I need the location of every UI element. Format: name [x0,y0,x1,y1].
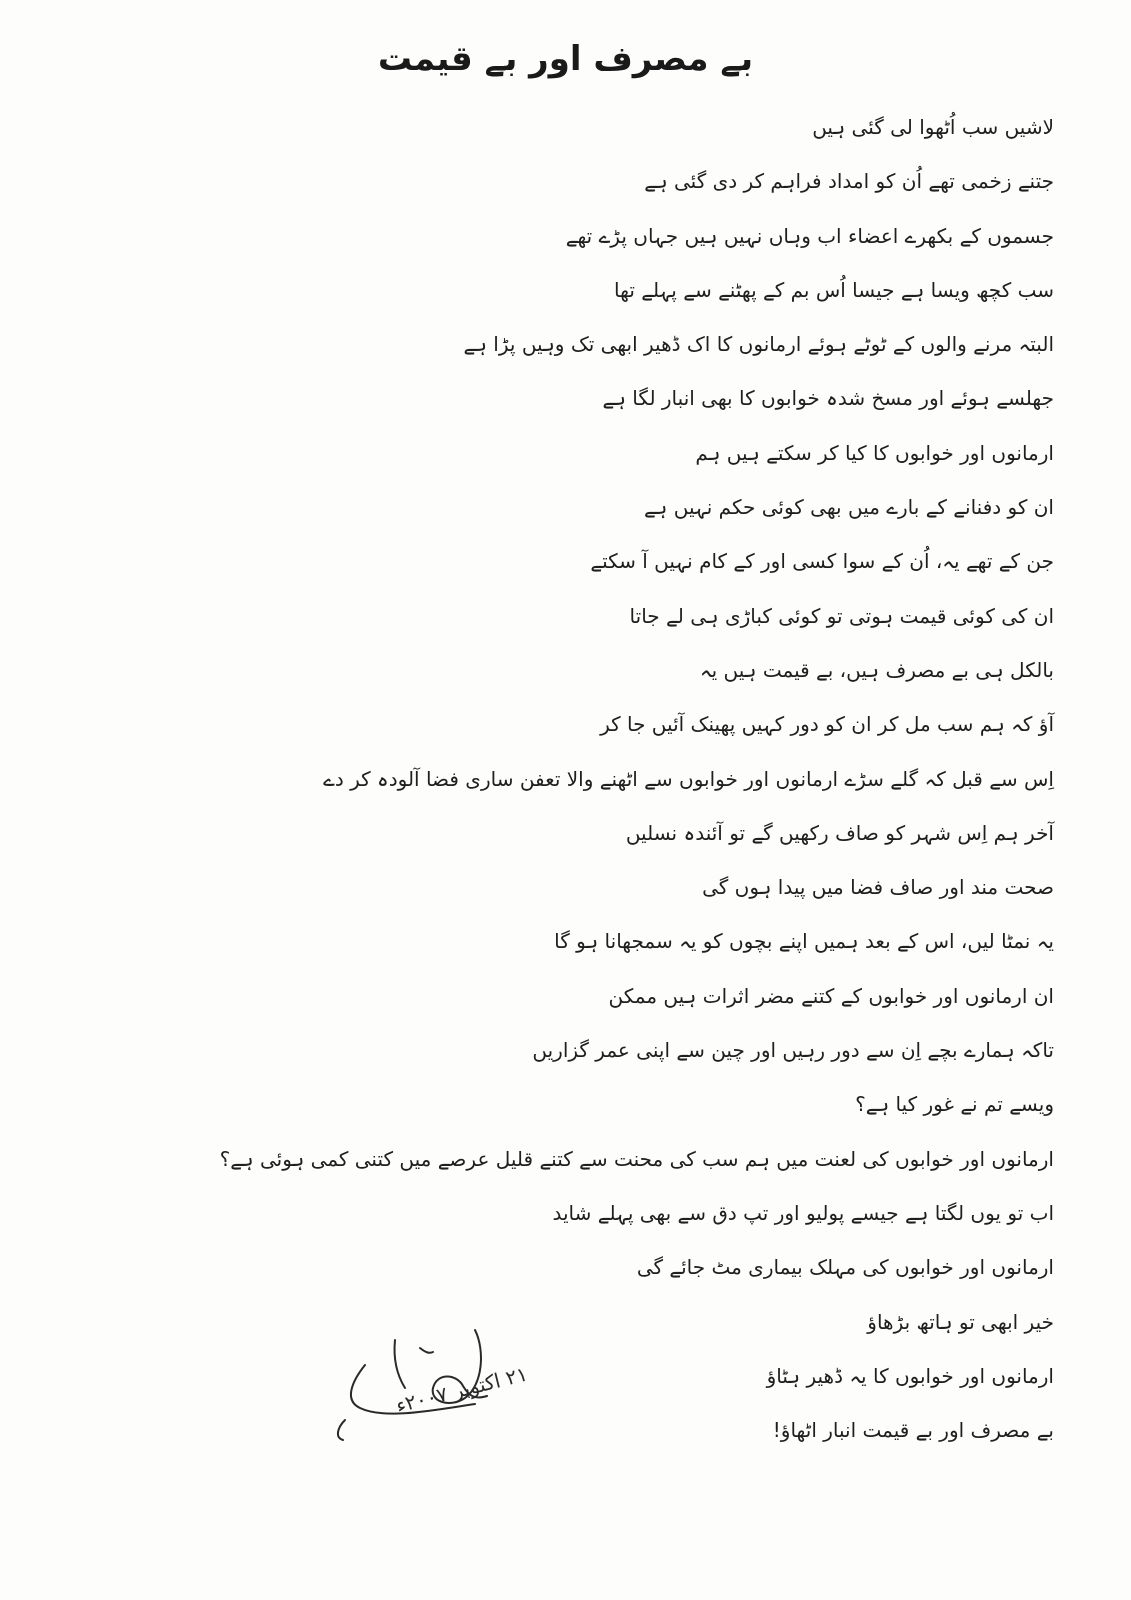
poem-line: اِس سے قبل کہ گلے سڑے ارمانوں اور خوابوں سے اٹھنے والا تعفن ساری فضا آلودہ کر دے [323,766,1054,791]
poem-line: جھلسے ہوئے اور مسخ شدہ خوابوں کا بھی انبار لگا ہے [602,386,1054,411]
poem-line: ارمانوں اور خوابوں کی لعنت میں ہم سب کی محنت سے کتنے قلیل عرصے میں کتنی کمی ہوئی ہے؟ [219,1146,1054,1171]
poem-line: بے مصرف اور بے قیمت انبار اٹھاؤ! [772,1418,1054,1443]
signature-date: ۲۱ اکتوبر ۲۰۰۷ء [393,1361,530,1418]
poem-line: صحت مند اور صاف فضا میں پیدا ہوں گی [702,875,1054,900]
poem-lines [219,100,1054,1457]
poem-line: تاکہ ہمارے بچے اِن سے دور رہیں اور چین سے اپنی عمر گزاریں [532,1038,1054,1063]
poem-line: لاشیں سب اُٹھوا لی گئی ہیں [812,115,1054,139]
poem-line: سب کچھ ویسا ہے جیسا اُس بم کے پھٹنے سے پہلے تھا [614,277,1054,302]
poem-line: جن کے تھے یہ، اُن کے سوا کسی اور کے کام نہیں آ سکتے [590,549,1054,574]
poem-line: یہ نمٹا لیں، اس کے بعد ہمیں اپنے بچوں کو یہ سمجھانا ہو گا [554,929,1054,954]
poem-line: آؤ کہ ہم سب مل کر ان کو دور کہیں پھینک آئیں جا کر [600,712,1054,737]
poem-line: ارمانوں اور خوابوں کا کیا کر سکتے ہیں ہم [695,440,1054,465]
poem-line: ویسے تم نے غور کیا ہے؟ [855,1092,1054,1117]
poem-line: آخر ہم اِس شہر کو صاف رکھیں گے تو آئندہ نسلیں [625,820,1054,845]
poem-line: البتہ مرنے والوں کے ٹوٹے ہوئے ارمانوں کا اک ڈھیر ابھی تک وہیں پڑا ہے [463,332,1054,357]
poem-line: ارمانوں اور خوابوں کا یہ ڈھیر ہٹاؤ [766,1363,1054,1388]
poem-line: ارمانوں اور خوابوں کی مہلک بیماری مٹ جائے گی [636,1255,1054,1280]
poem-line: ان ارمانوں اور خوابوں کے کتنے مضر اثرات ہیں ممکن [608,983,1054,1008]
poem-line: ان کو دفنانے کے بارے میں بھی کوئی حکم نہیں ہے [643,495,1054,520]
poem-line: اب تو یوں لگتا ہے جیسے پولیو اور تپ دق سے بھی پہلے شاید [552,1200,1054,1225]
poem-line: خیر ابھی تو ہاتھ بڑھاؤ [867,1309,1054,1334]
poem-line: جتنے زخمی تھے اُن کو امداد فراہم کر دی گئی ہے [644,169,1054,194]
poem-line: بالکل ہی بے مصرف ہیں، بے قیمت ہیں یہ [699,657,1054,682]
poem-line: جسموں کے بکھرے اعضاء اب وہاں نہیں ہیں جہاں پڑے تھے [565,223,1054,248]
poem-title: بے مصرف اور بے قیمت [377,39,754,79]
poem-line: ان کی کوئی قیمت ہوتی تو کوئی کباڑی ہی لے جاتا [629,603,1054,628]
